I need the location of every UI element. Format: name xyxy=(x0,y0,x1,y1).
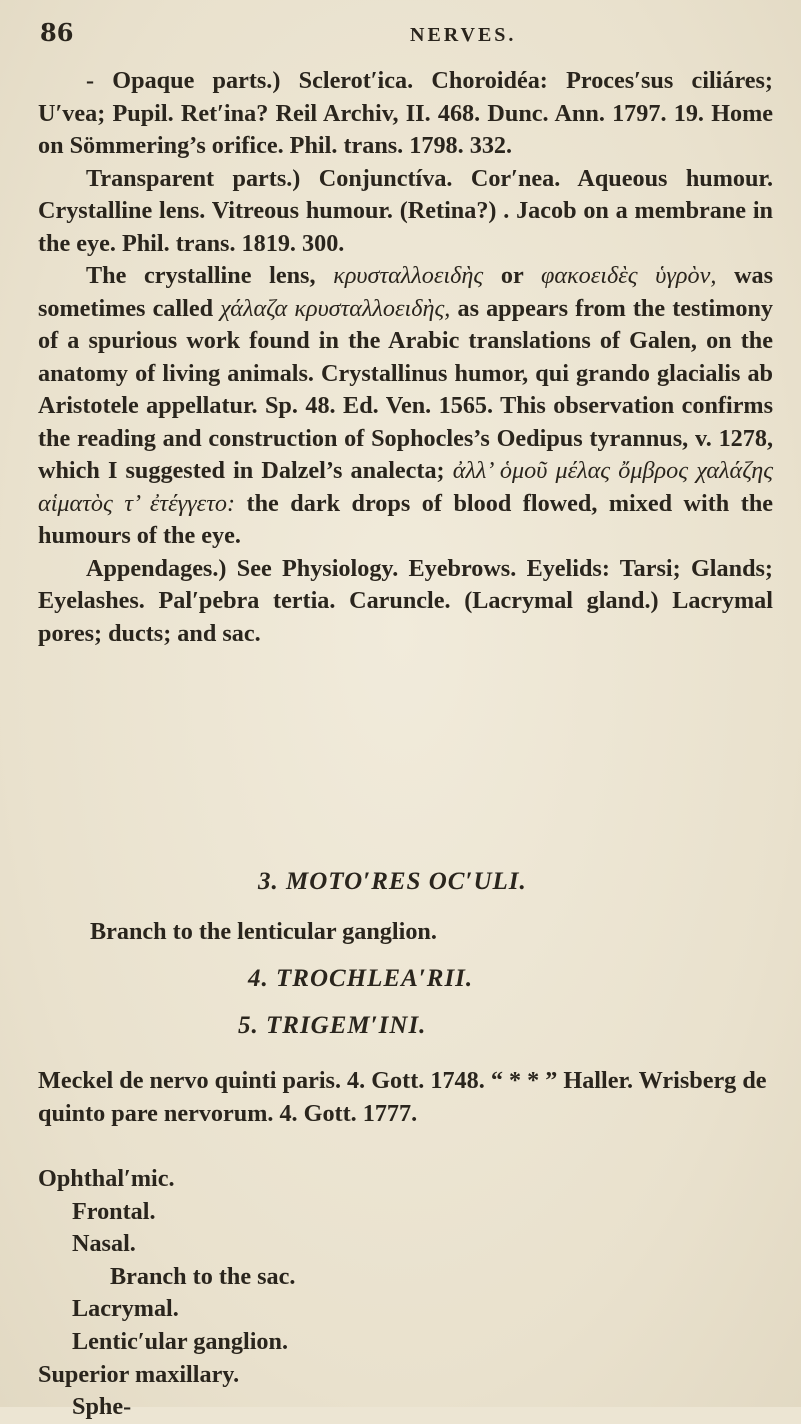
reference-text: Meckel de nervo quinti paris. 4. Gott. 1748. “ * * ” Haller. Wrisberg de quinto pare nervorum. 4. Gott. 1777. xyxy=(38,1067,767,1127)
text-segment: the dark drops of blood flowed, mixed with the humours of the eye. xyxy=(38,489,774,549)
trigemini-reference xyxy=(38,1065,773,1130)
heading-trochlearii: 4. TROCHLEA′RII. xyxy=(248,965,474,992)
trigemini-branch-list xyxy=(38,1163,773,1424)
page-header xyxy=(40,14,770,54)
body-text xyxy=(38,65,773,650)
paragraph-opaque-parts: - Opaque parts.) Sclerot′ica. Choroidéa: Proces′sus ciliáres; U′vea; Pupil. Ret′ina? Reil Archiv, II. 468. Dunc. Ann. 1797. 19. Home on Sömmering’s orifice. Phil. trans. 1798. 332. xyxy=(38,67,773,159)
list-item: Nasal. xyxy=(72,1230,136,1258)
text-segment: was sometimes called xyxy=(38,262,774,322)
heading-motores-oculi: 3. MOTO′RES OC′ULI. xyxy=(258,868,527,895)
list-item: Lacrymal. xyxy=(72,1295,179,1323)
text-segment: as appears from the testimony of a spurious work found in the Arabic translations of Galen, on the anatomy of living animals. Crystallinus humor, qui grando glacialis ab Aristotele appellatur. Sp. 48. Ed. Ven. 1565. This observation confirms the reading and construction of Sophocles’s Oedipus tyrannus, v. 1278, which I suggested in Dalzel’s analecta; xyxy=(38,294,773,484)
list-item: Lentic′ular ganglion. xyxy=(72,1327,289,1355)
list-item: Ophthal′mic. xyxy=(38,1165,175,1192)
paragraph-appendages: Appendages.) See Physiology. Eyebrows. Eyelids: Tarsi; Glands; Eyelashes. Pal′pebra tertia. Caruncle. (Lacrymal gland.) Lacrymal pores; ducts; and sac. xyxy=(38,554,773,647)
branch-lenticular-line: Branch to the lenticular ganglion. xyxy=(90,918,437,945)
page-number: 86 xyxy=(40,18,74,47)
list-item: Branch to the sac. xyxy=(110,1262,296,1290)
greek-text: ἀλλ’ ὁμοῦ μέλας ὄμβρος χαλάζης αἱματὸς τ’ ἐτέγγετο: xyxy=(38,457,774,517)
greek-text: χάλαζα κρυσταλλοειδὴς, xyxy=(220,294,451,322)
greek-text: κρυσταλλοειδὴς xyxy=(333,262,484,289)
list-item: Sphe- xyxy=(72,1393,132,1421)
heading-trigemini: 5. TRIGEM′INI. xyxy=(238,1012,427,1039)
running-head: NERVES. xyxy=(410,24,517,46)
text-segment: The crystalline lens, xyxy=(86,262,316,289)
greek-text: φακοειδὲς ὑγρὸν, xyxy=(540,262,717,289)
paragraph-crystalline-lens xyxy=(38,260,773,553)
paragraph-transparent-parts: Transparent parts.) Conjunctíva. Cor′nea. Aqueous humour. Crystalline lens. Vitreous humour. (Retina?) . Jacob on a membrane in the eye. Phil. trans. 1819. 300. xyxy=(38,164,773,257)
list-item: Frontal. xyxy=(72,1197,156,1225)
list-item: Superior maxillary. xyxy=(38,1360,240,1388)
text-segment: or xyxy=(500,262,524,289)
